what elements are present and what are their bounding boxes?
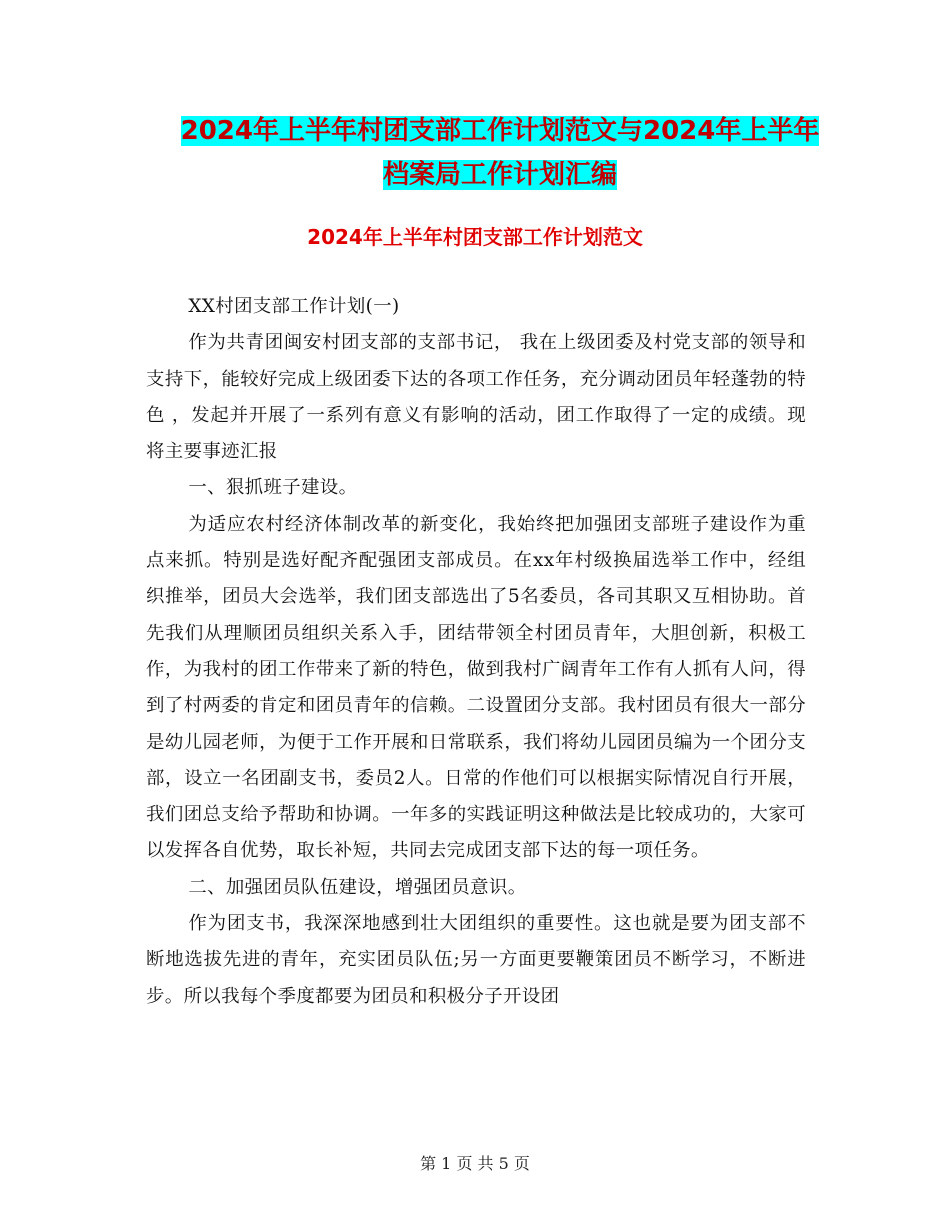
paragraph-heading: 二、加强团员队伍建设，增强团员意识。 — [188, 876, 527, 898]
title-highlight: 档案局工作计划汇编 — [382, 160, 617, 190]
page-footer: 第 1 页 共 5 页 — [420, 1154, 530, 1173]
document-title-line-1 — [100, 110, 900, 152]
section-title: 2024年上半年村团支部工作计划范文 — [307, 225, 643, 249]
document-title-line-2 — [100, 154, 900, 196]
title-highlight: 2024年上半年村团支部工作计划范文与2024年上半年 — [180, 116, 820, 146]
paragraph-heading: 一、狠抓班子建设。 — [188, 477, 358, 499]
paragraph: 作为团支书，我深深地感到壮大团组织的重要性。这也就是要为团支部不断地选拔先进的青年，充实团员队伍;另一方面更要鞭策团员不断学习，不断进步。所以我每个季度都要为团员和积极分子开设团 — [146, 913, 806, 1007]
paragraph: 为适应农村经济体制改革的新变化，我始终把加强团支部班子建设作为重点来抓。特别是选好配齐配强团支部成员。在xx年村级换届选举工作中，经组织推举，团员大会选举，我们团支部选出了5名委员，各司其职又互相协助。首先我们从理顺团员组织关系入手，团结带领全村团员青年，大胆创新，积极工作，为我村的团工作带来了新的特色，做到我村广阔青年工作有人抓有人问，得到了村两委的肯定和团员青年的信赖。二设置团分支部。我村团员有很大一部分是幼儿园老师，为便于工作开展和日常联系，我们将幼儿园团员编为一个团分支部，设立一名团副支书，委员2人。日常的作他们可以根据实际情况自行开展，我们团总支给予帮助和协调。一年多的实践证明这种做法是比较成功的，大家可以发挥各自优势，取长补短，共同去完成团支部下达的每一项任务。 — [146, 513, 806, 862]
paragraph: 作为共青团闽安村团支部的支部书记， 我在上级团委及村党支部的领导和支持下，能较好完成上级团委下达的各项工作任务，充分调动团员年轻蓬勃的特色 ，发起并开展了一系列有意义有影响的活动，团工作取得了一定的成绩。现将主要事迹汇报 — [146, 332, 806, 463]
paragraph-heading: XX村团支部工作计划(一) — [188, 296, 400, 317]
document-body — [146, 289, 806, 1015]
